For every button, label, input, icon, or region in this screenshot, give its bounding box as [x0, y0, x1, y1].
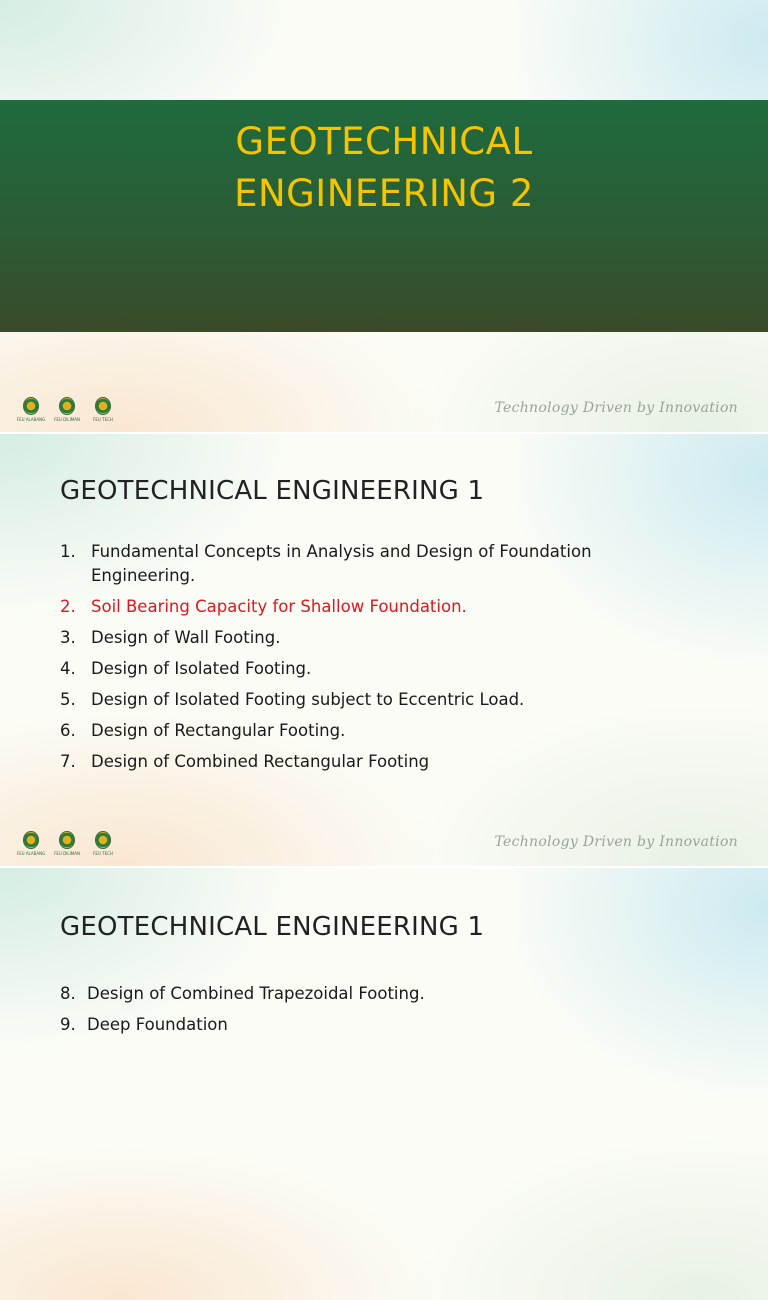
- item-number: 8.: [60, 984, 76, 1003]
- feu-seal-icon: [95, 397, 111, 415]
- list-item: [60, 1013, 700, 1037]
- logo-feu-alabang: [16, 831, 46, 856]
- logo-feu-alabang: [16, 397, 46, 422]
- course-title-line-1: GEOTECHNICAL: [235, 120, 533, 163]
- feu-seal-icon: [23, 831, 39, 849]
- logo-feu-diliman: [56, 831, 78, 856]
- item-number: 4.: [60, 659, 76, 678]
- item-text: Fundamental Concepts in Analysis and Design of Foundation Engineering.: [91, 542, 592, 585]
- logo-feu-tech: [92, 397, 114, 422]
- item-text: Design of Isolated Footing subject to Eccentric Load.: [91, 690, 525, 709]
- topic-list: [60, 982, 700, 1044]
- footer-logos: [16, 831, 114, 856]
- logo-caption: FEU DILIMAN: [54, 417, 80, 422]
- list-item: [60, 657, 700, 681]
- item-text: Design of Isolated Footing.: [91, 659, 312, 678]
- item-number: 7.: [60, 752, 76, 771]
- footer-logos: [16, 397, 114, 422]
- item-text: Soil Bearing Capacity for Shallow Foundation.: [91, 597, 467, 616]
- item-text: Design of Combined Trapezoidal Footing.: [87, 984, 425, 1003]
- list-item: [60, 719, 700, 743]
- slide-heading: GEOTECHNICAL ENGINEERING 1: [60, 912, 485, 942]
- feu-seal-icon: [23, 397, 39, 415]
- item-number: 1.: [60, 542, 76, 561]
- logo-feu-diliman: [56, 397, 78, 422]
- title-slide: [0, 0, 768, 432]
- slide-heading: GEOTECHNICAL ENGINEERING 1: [60, 476, 485, 506]
- item-number: 3.: [60, 628, 76, 647]
- logo-caption: FEU TECH: [93, 851, 113, 856]
- feu-seal-icon: [95, 831, 111, 849]
- footer-tagline: Technology Driven by Innovation: [494, 400, 738, 416]
- feu-seal-icon: [59, 831, 75, 849]
- list-item: [60, 982, 700, 1006]
- topics-slide-2: [0, 868, 768, 1300]
- item-number: 6.: [60, 721, 76, 740]
- logo-caption: FEU TECH: [93, 417, 113, 422]
- item-text: Deep Foundation: [87, 1015, 228, 1034]
- item-text: Design of Wall Footing.: [91, 628, 281, 647]
- feu-seal-icon: [59, 397, 75, 415]
- logo-feu-tech: [92, 831, 114, 856]
- list-item: [60, 540, 700, 588]
- title-band: [0, 100, 768, 332]
- list-item: [60, 626, 700, 650]
- course-title: [0, 116, 768, 220]
- item-text: Design of Combined Rectangular Footing: [91, 752, 430, 771]
- course-title-line-2: ENGINEERING 2: [234, 172, 534, 215]
- item-number: 5.: [60, 690, 76, 709]
- item-number: 2.: [60, 597, 76, 616]
- footer-tagline: Technology Driven by Innovation: [494, 834, 738, 850]
- list-item: [60, 750, 700, 774]
- list-item-highlighted: [60, 595, 700, 619]
- topics-slide-1: [0, 434, 768, 866]
- logo-caption: FEU ALABANG: [16, 851, 46, 856]
- logo-caption: FEU ALABANG: [16, 417, 46, 422]
- topic-list: [60, 540, 700, 781]
- item-number: 9.: [60, 1015, 76, 1034]
- logo-caption: FEU DILIMAN: [54, 851, 80, 856]
- list-item: [60, 688, 700, 712]
- item-text: Design of Rectangular Footing.: [91, 721, 346, 740]
